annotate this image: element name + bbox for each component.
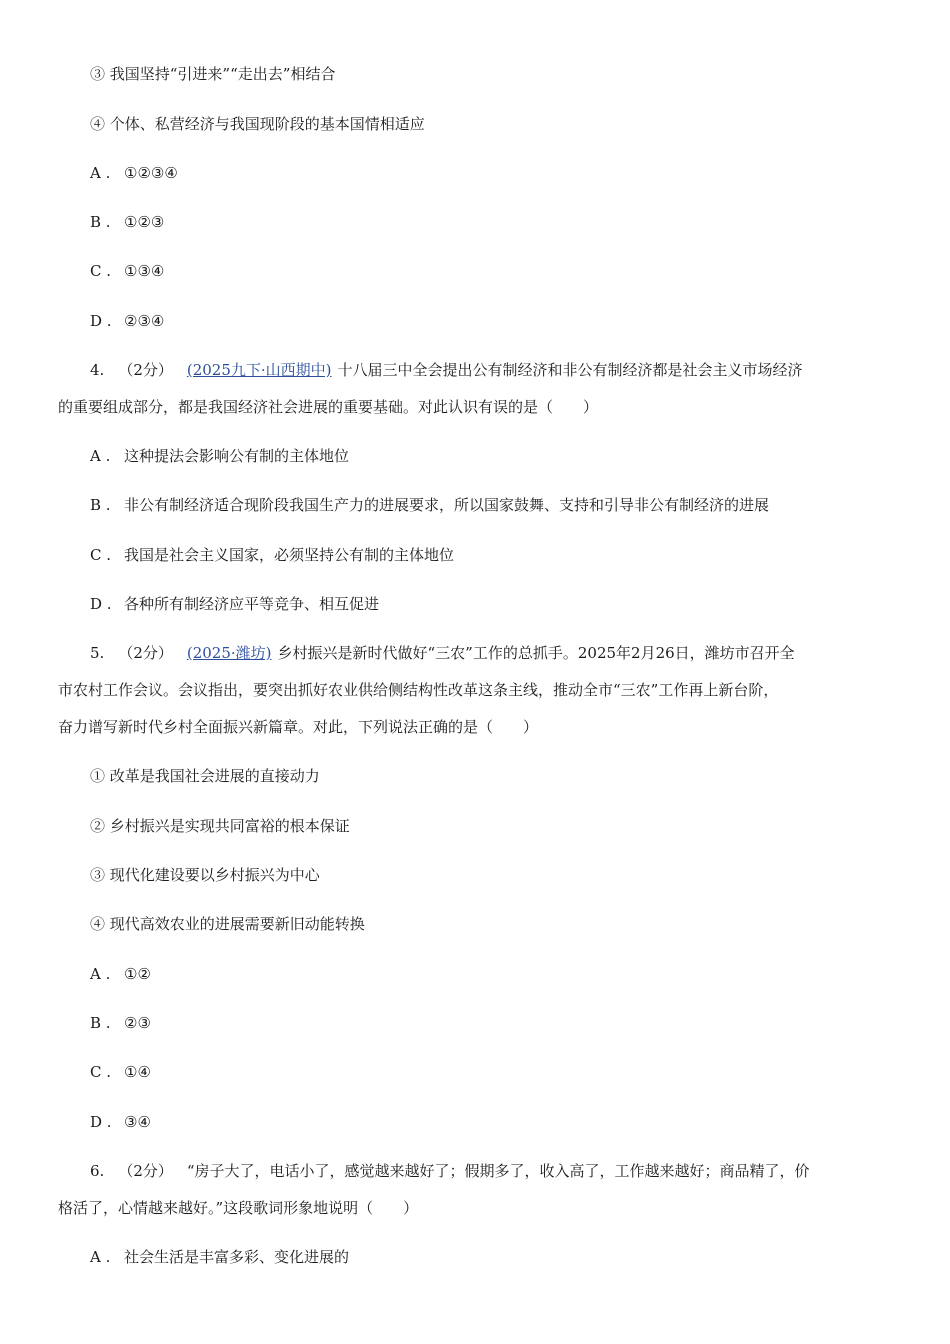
- option-text: 各种所有制经济应平等竞争、相互促进: [124, 595, 380, 613]
- option-text: 我国是社会主义国家，必须坚持公有制的主体地位: [124, 546, 455, 564]
- option-c[interactable]: [90, 1062, 151, 1082]
- option-text: 这种提法会影响公有制的主体地位: [124, 447, 350, 465]
- question-source-link[interactable]: (2025·潍坊): [186, 644, 272, 662]
- option-a[interactable]: [90, 446, 349, 466]
- question-number: 4.: [90, 361, 105, 379]
- option-b[interactable]: [90, 212, 164, 232]
- question-6-header: [90, 1161, 810, 1181]
- question-stem-continued: 的重要组成部分，都是我国经济社会进展的重要基础。对此认识有误的是（ ）: [58, 398, 599, 416]
- option-d[interactable]: [90, 311, 164, 331]
- statement-3: ③ 我国坚持“引进来”“走出去”相结合: [90, 65, 336, 83]
- option-letter: D .: [90, 1113, 112, 1131]
- question-stem-continued: 奋力谱写新时代乡村全面振兴新篇章。对此，下列说法正确的是（ ）: [58, 718, 539, 736]
- question-number: 5.: [90, 644, 105, 662]
- question-stem: “房子大了，电话小了，感觉越来越好了；假期多了，收入高了，工作越来越好；商品精了，价: [186, 1162, 810, 1180]
- option-text: ①④: [124, 1063, 151, 1081]
- statement-4: ④ 个体、私营经济与我国现阶段的基本国情相适应: [90, 115, 425, 133]
- option-letter: C .: [90, 546, 112, 564]
- option-text: ②③: [124, 1014, 151, 1032]
- option-text: ①②③: [124, 213, 165, 231]
- option-text: ①②: [124, 965, 151, 983]
- question-stem-continued: 格活了，心情越来越好。”这段歌词形象地说明（ ）: [58, 1199, 419, 1217]
- option-text: 社会生活是丰富多彩、变化进展的: [124, 1248, 350, 1266]
- statement-1: ① 改革是我国社会进展的直接动力: [90, 767, 320, 785]
- option-a[interactable]: [90, 163, 178, 183]
- option-letter: A .: [90, 1248, 111, 1266]
- option-text: 非公有制经济适合现阶段我国生产力的进展要求，所以国家鼓舞、支持和引导非公有制经济的进展: [124, 496, 770, 514]
- option-letter: A .: [90, 164, 111, 182]
- option-a[interactable]: [90, 964, 151, 984]
- option-b[interactable]: [90, 1013, 151, 1033]
- statement-4: ④ 现代高效农业的进展需要新旧动能转换: [90, 915, 365, 933]
- option-letter: C .: [90, 1063, 112, 1081]
- option-b[interactable]: [90, 495, 769, 515]
- question-score: （2分）: [118, 1162, 173, 1180]
- option-a[interactable]: [90, 1247, 349, 1267]
- question-stem-continued: 市农村工作会议。会议指出，要突出抓好农业供给侧结构性改革这条主线，推动全市“三农”工作再上新台阶，: [58, 681, 779, 699]
- option-text: ①③④: [124, 262, 165, 280]
- option-text: ③④: [124, 1113, 151, 1131]
- statement-3: ③ 现代化建设要以乡村振兴为中心: [90, 866, 320, 884]
- option-letter: A .: [90, 965, 111, 983]
- option-letter: C .: [90, 262, 112, 280]
- question-stem: 十八届三中全会提出公有制经济和非公有制经济都是社会主义市场经济: [337, 361, 803, 379]
- option-c[interactable]: [90, 261, 164, 281]
- option-letter: A .: [90, 447, 111, 465]
- question-stem: 乡村振兴是新时代做好“三农”工作的总抓手。2025年2月26日，潍坊市召开全: [277, 644, 795, 662]
- question-4-header: [90, 360, 803, 380]
- option-letter: B .: [90, 496, 111, 514]
- option-c[interactable]: [90, 545, 454, 565]
- option-letter: B .: [90, 213, 111, 231]
- question-score: （2分）: [118, 644, 173, 662]
- question-score: （2分）: [118, 361, 173, 379]
- question-5-header: [90, 643, 795, 663]
- option-letter: B .: [90, 1014, 111, 1032]
- option-text: ②③④: [124, 312, 165, 330]
- option-d[interactable]: [90, 594, 379, 614]
- option-letter: D .: [90, 312, 112, 330]
- option-letter: D .: [90, 595, 112, 613]
- option-d[interactable]: [90, 1112, 151, 1132]
- question-source-link[interactable]: (2025九下·山西期中): [186, 361, 332, 379]
- statement-2: ② 乡村振兴是实现共同富裕的根本保证: [90, 817, 350, 835]
- option-text: ①②③④: [124, 164, 178, 182]
- question-number: 6.: [90, 1162, 105, 1180]
